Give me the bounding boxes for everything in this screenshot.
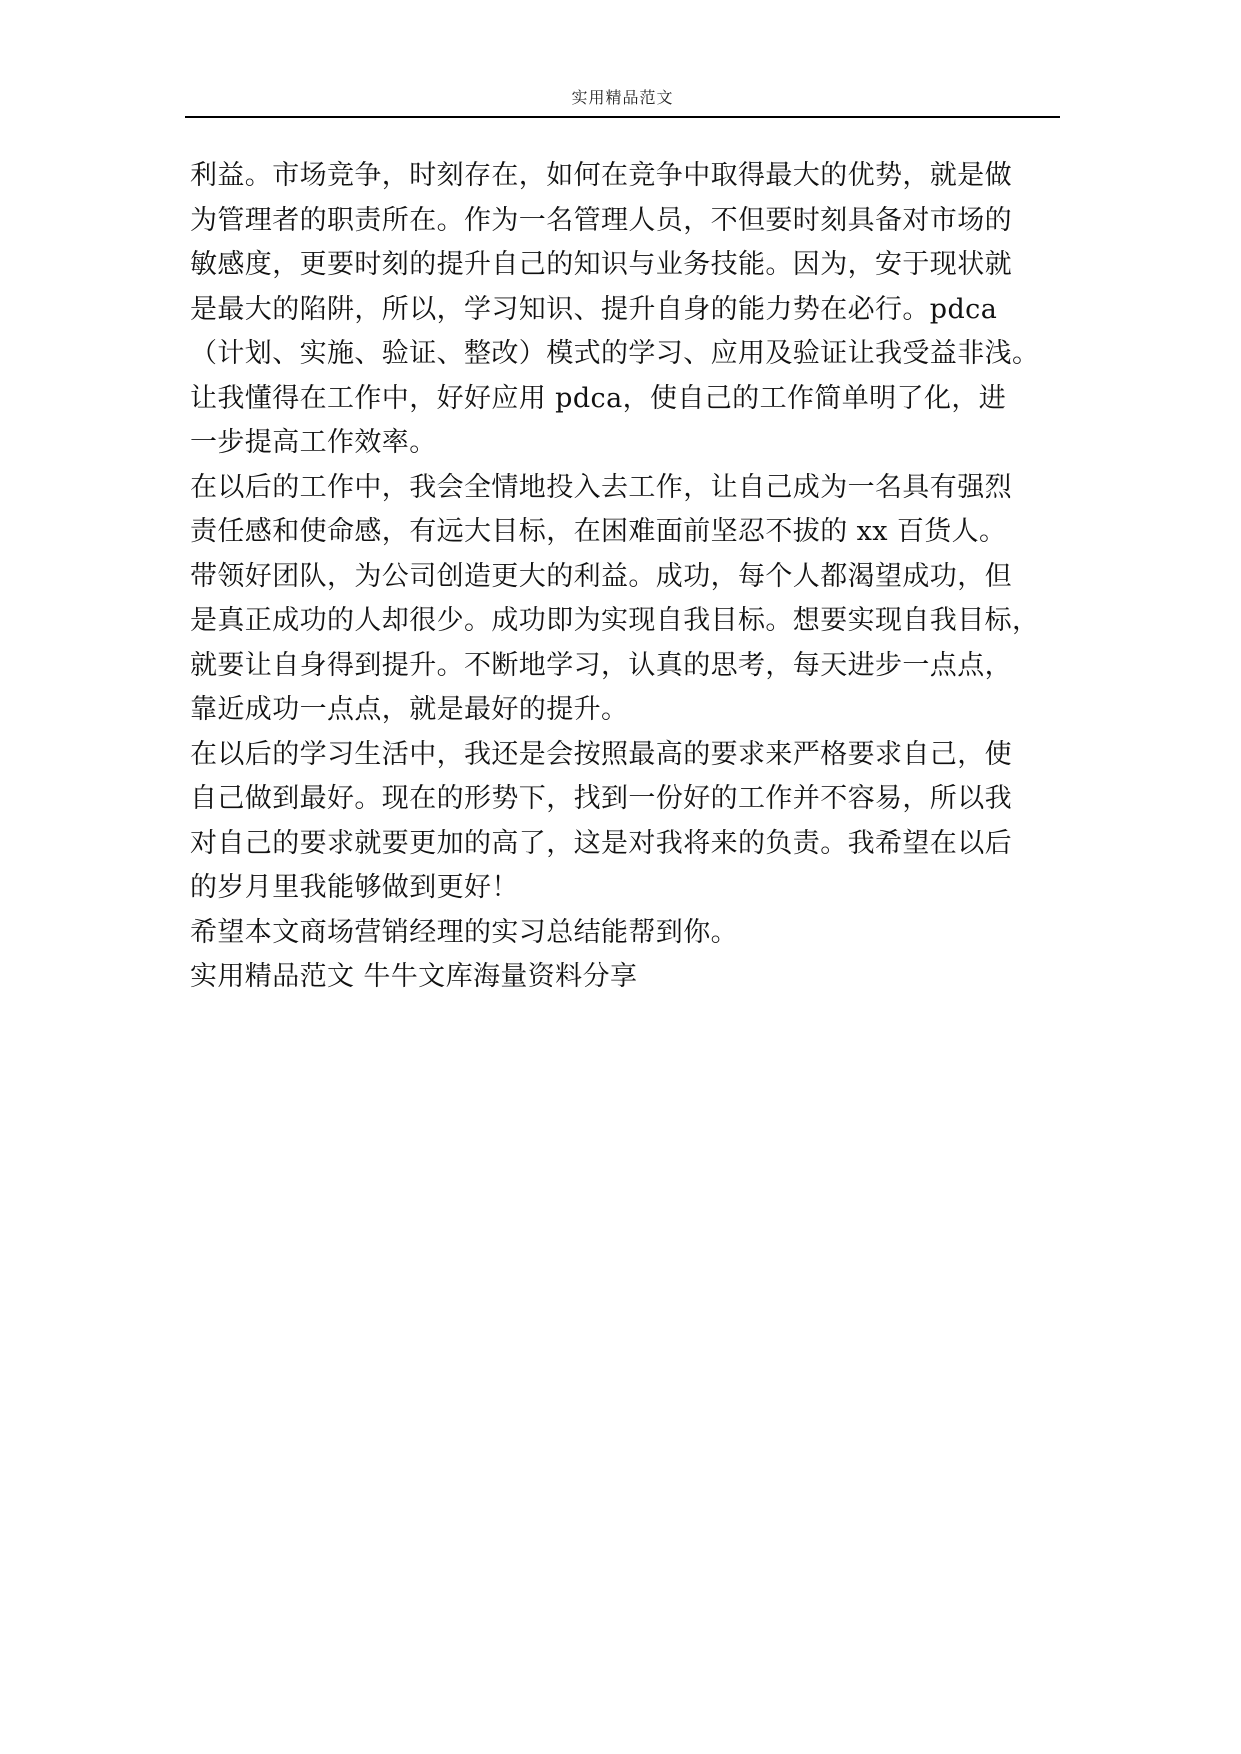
header-title: 实用精品范文 <box>571 88 674 107</box>
text-line: 希望本文商场营销经理的实习总结能帮到你。 <box>190 916 738 948</box>
text-line: 在以后的工作中，我会全情地投入去工作，让自己成为一名具有强烈 <box>190 471 1012 503</box>
text-line: 让我懂得在工作中，好好应用 pdca，使自己的工作简单明了化，进 <box>190 382 1007 414</box>
text-line: 一步提高工作效率。 <box>190 427 437 458</box>
text-line: 是最大的陷阱，所以，学习知识、提升自身的能力势在必行。pdca <box>190 293 998 325</box>
text-line: （计划、实施、验证、整改）模式的学习、应用及验证让我受益非浅。 <box>190 338 1040 369</box>
text-line: 责任感和使命感，有远大目标，在困难面前坚忍不拔的 xx 百货人。 <box>190 516 1007 547</box>
text-line: 就要让自身得到提升。不断地学习，认真的思考，每天进步一点点， <box>190 649 1012 681</box>
text-line: 靠近成功一点点，就是最好的提升。 <box>190 694 629 725</box>
document-body <box>190 154 1070 1000</box>
text-line: 敏感度，更要时刻的提升自己的知识与业务技能。因为，安于现状就 <box>190 249 1012 280</box>
page-header <box>185 86 1060 118</box>
text-line: 是真正成功的人却很少。成功即为实现自我目标。想要实现自我目标， <box>190 605 1040 636</box>
text-line: 在以后的学习生活中，我还是会按照最高的要求来严格要求自己，使 <box>190 738 1012 770</box>
text-line: 利益。市场竞争，时刻存在，如何在竞争中取得最大的优势，就是做 <box>190 160 1012 191</box>
text-line: 为管理者的职责所在。作为一名管理人员，不但要时刻具备对市场的 <box>190 204 1012 236</box>
text-line: 自己做到最好。现在的形势下，找到一份好的工作并不容易，所以我 <box>190 783 1012 814</box>
text-line: 对自己的要求就要更加的高了，这是对我将来的负责。我希望在以后 <box>190 827 1012 859</box>
text-line: 带领好团队，为公司创造更大的利益。成功，每个人都渴望成功，但 <box>190 560 1012 592</box>
text-line: 的岁月里我能够做到更好！ <box>190 872 519 903</box>
text-line: 实用精品范文 牛牛文库海量资料分享 <box>190 961 638 992</box>
